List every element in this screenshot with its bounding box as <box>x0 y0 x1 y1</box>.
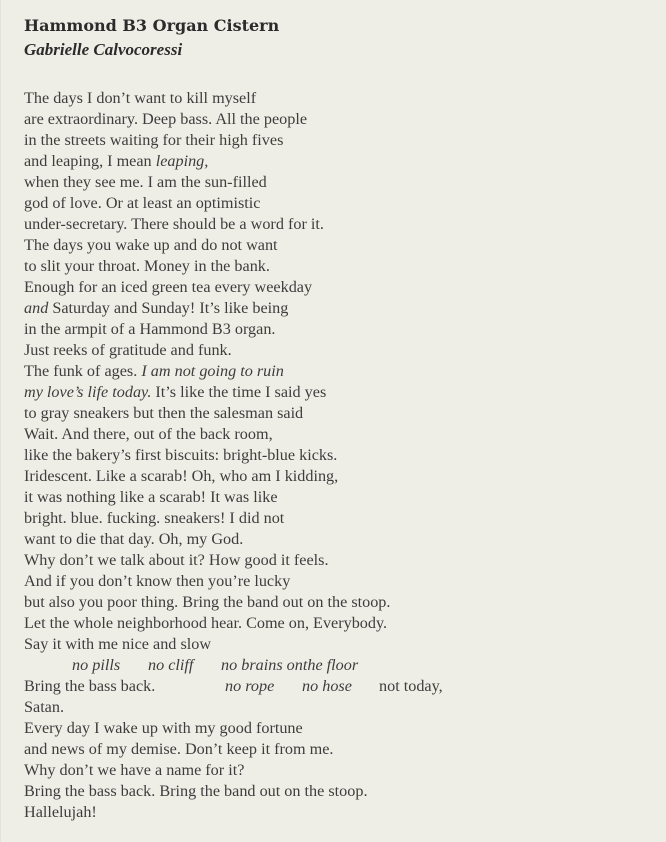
poem-author: Gabrielle Calvocoressi <box>24 40 183 59</box>
line-text: it was nothing like a scarab! It was like <box>24 488 278 506</box>
poem-line <box>24 130 654 151</box>
poem-line <box>24 445 654 466</box>
poem-body <box>24 88 654 823</box>
line-text: Iridescent. Like a scarab! Oh, who am I kidding, <box>24 467 339 485</box>
line-text: like the bakery’s first biscuits: bright-blue kicks. <box>24 446 338 464</box>
poem-line <box>24 235 654 256</box>
line-italic: no cliff <box>148 656 194 674</box>
line-text: are extraordinary. Deep bass. All the people <box>24 110 308 128</box>
poem-line <box>24 298 654 319</box>
poem-line <box>24 151 654 172</box>
line-text: Satan. <box>24 698 65 716</box>
line-italic: I am not going to ruin <box>141 362 284 380</box>
poem-line <box>24 256 654 277</box>
line-text: and leaping, I mean <box>24 152 152 170</box>
line-text: The days I don’t want to kill myself <box>24 89 257 107</box>
line-text: bright. blue. fucking. sneakers! I did not <box>24 509 285 527</box>
line-text: under-secretary. There should be a word for it. <box>24 215 324 233</box>
line-italic: no rope <box>225 677 275 695</box>
poem-line <box>24 277 654 298</box>
poem-line <box>24 760 654 781</box>
line-text: to gray sneakers but then the salesman said <box>24 404 304 422</box>
poem-line <box>24 655 654 676</box>
line-text: and news of my demise. Don’t keep it from me. <box>24 740 334 758</box>
line-text: Every day I wake up with my good fortune <box>24 719 303 737</box>
line-text: Say it with me nice and slow <box>24 635 212 653</box>
poem-line <box>24 487 654 508</box>
poem-line <box>24 88 654 109</box>
line-text: Why don’t we have a name for it? <box>24 761 245 779</box>
line-italic: no hose <box>302 677 352 695</box>
poem-line <box>24 508 654 529</box>
poem-line <box>24 319 654 340</box>
line-text: Bring the bass back. Bring the band out on the stoop. <box>24 782 368 800</box>
poem-line <box>24 172 654 193</box>
poem-line <box>24 529 654 550</box>
line-italic: leaping, <box>155 152 209 170</box>
line-text: to slit your throat. Money in the bank. <box>24 257 270 275</box>
line-text: And if you don’t know then you’re lucky <box>24 572 291 590</box>
line-text: Bring the bass back. <box>24 677 156 695</box>
line-text: want to die that day. Oh, my God. <box>24 530 244 548</box>
line-text: in the streets waiting for their high fives <box>24 131 284 149</box>
line-text: in the armpit of a Hammond B3 organ. <box>24 320 276 338</box>
poem-line <box>24 634 654 655</box>
line-text: Just reeks of gratitude and funk. <box>24 341 232 359</box>
poem-line <box>24 340 654 361</box>
poem-line <box>24 361 654 382</box>
line-text: not today, <box>379 677 443 695</box>
poem-title: Hammond B3 Organ Cistern <box>24 16 280 35</box>
poem-line <box>24 424 654 445</box>
line-text: when they see me. I am the sun-filled <box>24 173 267 191</box>
poem-line <box>24 676 654 697</box>
line-text: Saturday and Sunday! It’s like being <box>52 299 289 317</box>
line-text: Why don’t we talk about it? How good it feels. <box>24 551 329 569</box>
line-text: Wait. And there, out of the back room, <box>24 425 273 443</box>
poem-line <box>24 781 654 802</box>
poem-line <box>24 214 654 235</box>
line-text: god of love. Or at least an optimistic <box>24 194 261 212</box>
poem-line <box>24 697 654 718</box>
line-text: Let the whole neighborhood hear. Come on, Everybody. <box>24 614 388 632</box>
line-text: The funk of ages. <box>24 362 138 380</box>
poem-line <box>24 718 654 739</box>
poem-line <box>24 109 654 130</box>
poem-line <box>24 592 654 613</box>
poem-line <box>24 550 654 571</box>
line-italic: and <box>24 299 49 317</box>
poem-line <box>24 613 654 634</box>
line-italic: no brains onthe floor <box>221 656 359 674</box>
line-text: but also you poor thing. Bring the band out on the stoop. <box>24 593 391 611</box>
poem-line <box>24 403 654 424</box>
poem-line <box>24 382 654 403</box>
poem-line <box>24 466 654 487</box>
line-text: The days you wake up and do not want <box>24 236 278 254</box>
poem-line <box>24 571 654 592</box>
poem-line <box>24 802 654 823</box>
line-text: Hallelujah! <box>24 803 97 821</box>
line-text: Enough for an iced green tea every weekday <box>24 278 313 296</box>
line-italic: my love’s life today. <box>24 383 152 401</box>
poem-line <box>24 739 654 760</box>
poem-line <box>24 193 654 214</box>
line-italic: no pills <box>72 656 121 674</box>
line-text: It’s like the time I said yes <box>155 383 327 401</box>
